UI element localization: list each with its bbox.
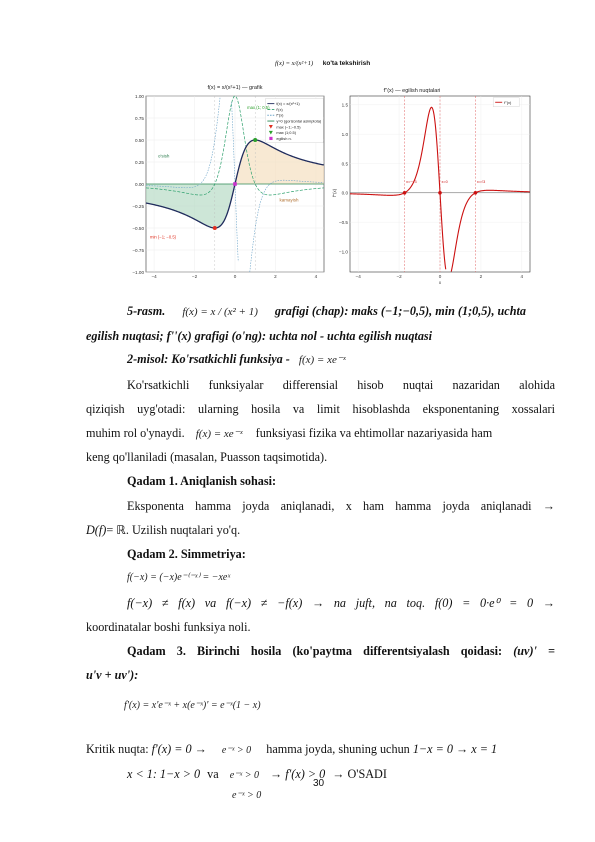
step3-heading: Qadam 3. Birinchi hosila (ko'paytma differentsiyalash qoidasi: (uv)' = — [127, 644, 555, 658]
inline-formula: f(x) = xe⁻ˣ — [195, 428, 243, 440]
x-axis-label: x — [438, 280, 442, 285]
figure-svg — [120, 78, 540, 288]
critical-point-line: Kritik nuqta: f'(x) = 0 → e⁻ˣ > 0 hamma joyda, shuning uchun 1−x = 0 → x = 1 — [86, 742, 498, 756]
derivative-formula: f'(x) = x'e⁻ˣ + x(e⁻ˣ)' = e⁻ˣ(1 − x) — [124, 700, 261, 711]
y-tick-label: 1.5 — [341, 102, 348, 108]
label-osish: o'sish — [158, 153, 170, 159]
sign-formula: e⁻ˣ > 0 — [232, 790, 262, 801]
figure-caption-line1 — [127, 305, 526, 318]
step1-heading: Qadam 1. Aniqlanish sohasi: — [127, 474, 277, 488]
legend-swatch — [269, 137, 272, 140]
paragraph-line: Ko'rsatkichli funksiyalar differensial hisob nuqtai nazaridan alohida — [127, 378, 555, 392]
inflection-label: x=√3 — [476, 179, 486, 184]
paragraph-line: qiziqish uyg'otadi: ularning hosila va limit hisoblashda eksponentaning xossalari — [86, 402, 555, 416]
x-tick-label: −2 — [191, 274, 198, 279]
inflection-point-marker — [403, 191, 407, 195]
y-tick-label: −0.25 — [132, 203, 144, 209]
left-chart — [132, 85, 324, 279]
legend-label: f''(x) — [504, 99, 512, 105]
paragraph-line: D(f)= ℝ. Uzilish nuqtalari yo'q. — [86, 523, 241, 537]
x-tick-label: 4 — [314, 274, 318, 279]
sign-analysis-line: x < 1: 1−x > 0 va e⁻ˣ > 0 → f'(x) > 0 → O'SADI — [127, 767, 387, 781]
legend-label: f(x) = x/(x²+1) — [276, 101, 300, 107]
step2-heading: Qadam 2. Simmetriya: — [127, 547, 246, 561]
y-axis-label: f''(x) — [332, 188, 337, 197]
right-chart — [332, 88, 530, 285]
paragraph-line: f(−x) ≠ f(x) va f(−x) ≠ −f(x) → na juft, na toq. f(0) = 0·e⁰ = 0 → — [127, 596, 555, 610]
caption-formula: f(x) = x / (x² + 1) — [182, 306, 258, 318]
x-tick-label: 4 — [520, 274, 524, 279]
y-tick-label: −1.00 — [132, 269, 144, 275]
label-min: min (−1; −0.5) — [150, 234, 177, 240]
legend-label: max (−1;−0.5) — [276, 124, 301, 130]
y-tick-label: 1.00 — [135, 93, 144, 99]
x-tick-label: −2 — [396, 274, 402, 279]
paragraph-line: koordinatalar boshi funksiya noli. — [86, 620, 251, 634]
y-tick-label: 1.0 — [341, 131, 348, 137]
paragraph-line: u'v + uv'): — [86, 668, 139, 682]
y-tick-label: −0.50 — [132, 225, 144, 231]
suptitle-formula: f(x) = x/(x²+1) — [275, 60, 314, 67]
y-tick-label: 0.0 — [341, 190, 348, 196]
figure-caption-line2: egilish nuqtasi; f''(x) grafigi (o'ng): uchta nol - uchta egilish nuqtasi — [86, 329, 433, 343]
y-tick-label: 0.25 — [135, 159, 144, 165]
left-chart-title: f(x) = x/(x²+1) — grafik — [207, 85, 263, 91]
legend-label: y=0 (gorizontal asimptota) — [276, 118, 322, 124]
symmetry-formula: f(−x) = (−x)e⁻⁽⁻ˣ⁾ = −xeˣ — [127, 572, 231, 583]
inflection-label: x=−√3 — [406, 179, 417, 184]
legend-label: max (1;0.5) — [276, 130, 297, 136]
legend-label: egilish n. — [276, 135, 292, 141]
y-tick-label: −1.0 — [338, 249, 348, 255]
y-tick-label: −0.5 — [338, 219, 348, 225]
y-tick-label: 0.5 — [341, 161, 348, 167]
min-point-marker — [213, 226, 217, 230]
x-tick-label: 2 — [274, 274, 277, 279]
x-tick-label: 0 — [233, 274, 237, 279]
label-max: max (1; 0.5) — [247, 105, 270, 111]
y-tick-label: −0.75 — [132, 247, 144, 253]
legend-label: f'(x) — [276, 106, 283, 112]
inflection-point-marker — [233, 182, 237, 186]
example-label: 2-misol: Ko'rsatkichli funksiya - — [127, 352, 293, 366]
caption-rest1: grafigi (chap): maks (−1;−0,5), min (1;0,5), uchta — [274, 304, 526, 318]
x-tick-label: −4 — [151, 274, 157, 279]
paragraph-line: Eksponenta hamma joyda aniqlanadi, x ham hamma joyda aniqlanadi → — [127, 499, 555, 513]
right-chart-title: f''(x) — egilish nuqtalari — [383, 88, 441, 94]
x-tick-label: 0 — [438, 274, 442, 279]
inflection-label: x=0 — [441, 179, 448, 184]
suptitle-text: ko'ta tekshirish — [322, 60, 371, 67]
paragraph-line: muhim rol o'ynaydi. f(x) = xe⁻ˣ funksiyasi fizika va ehtimollar nazariyasida ham — [86, 426, 493, 440]
page-number: 30 — [313, 778, 325, 789]
x-tick-label: −4 — [355, 274, 361, 279]
x-tick-label: 2 — [479, 274, 483, 279]
legend-label: f''(x) — [276, 112, 284, 118]
caption-label: 5-rasm. — [127, 304, 166, 318]
max-point-marker — [253, 138, 257, 142]
example-heading — [127, 353, 346, 366]
paragraph-line: keng qo'llaniladi (masalan, Puasson taqsimotida). — [86, 450, 328, 464]
label-kamayish: kamayish — [279, 197, 299, 203]
y-tick-label: 0.75 — [135, 115, 144, 121]
example-formula: f(x) = xe⁻ˣ — [298, 354, 346, 366]
figure-suptitle — [275, 60, 370, 67]
inflection-point-marker — [474, 191, 478, 195]
y-tick-label: 0.50 — [135, 137, 144, 143]
inflection-point-marker — [438, 191, 442, 195]
y-tick-label: 0.00 — [135, 181, 144, 187]
